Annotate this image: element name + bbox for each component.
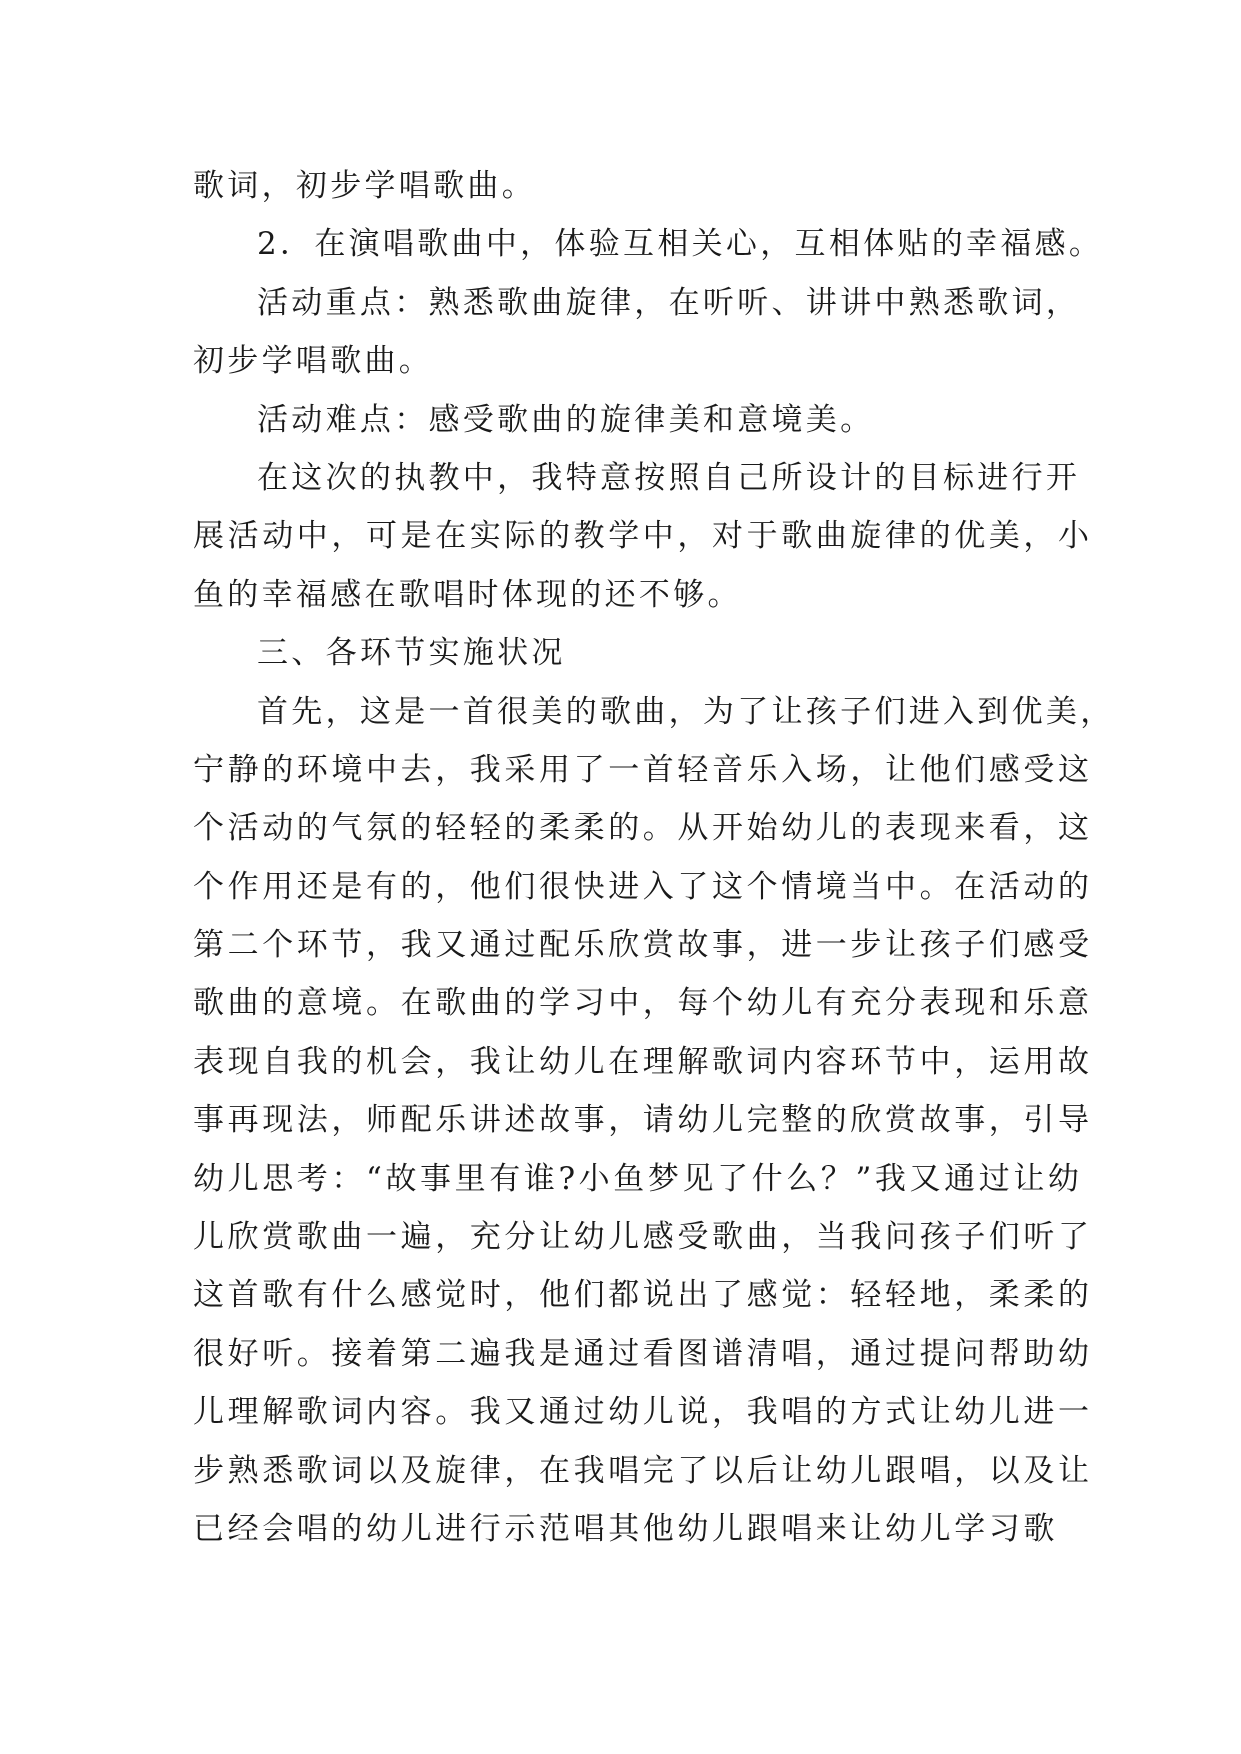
text-line: 展活动中，可是在实际的教学中，对于歌曲旋律的优美，小 [193,518,1093,555]
text-line: 儿理解歌词内容。我又通过幼儿说，我唱的方式让幼儿进一 [193,1394,1093,1431]
text-line: 活动重点：熟悉歌曲旋律，在听听、讲讲中熟悉歌词， [257,284,1081,321]
text-line: 已经会唱的幼儿进行示范唱其他幼儿跟唱来让幼儿学习歌 [193,1510,1058,1547]
text-line: 步熟悉歌词以及旋律，在我唱完了以后让幼儿跟唱，以及让 [193,1452,1093,1489]
text-line: 歌曲的意境。在歌曲的学习中，每个幼儿有充分表现和乐意 [193,985,1093,1022]
text-line: 活动难点：感受歌曲的旋律美和意境美。 [257,401,875,438]
text-line: 这首歌有什么感觉时，他们都说出了感觉：轻轻地，柔柔的 [193,1277,1093,1314]
text-line: 事再现法，师配乐讲述故事，请幼儿完整的欣赏故事，引导 [193,1102,1093,1139]
text-line: 表现自我的机会，我让幼儿在理解歌词内容环节中，运用故 [193,1043,1093,1080]
text-line: 个活动的气氛的轻轻的柔柔的。从开始幼儿的表现来看，这 [193,810,1093,847]
text-line: 宁静的环境中去，我采用了一首轻音乐入场，让他们感受这 [193,751,1093,788]
section-heading: 三、各环节实施状况 [257,635,566,672]
body-text [193,157,1115,1558]
text-line: 幼儿思考：“故事里有谁?小鱼梦见了什么？”我又通过让幼 [193,1160,1083,1197]
text-line: 初步学唱歌曲。 [193,343,434,380]
text-line: 首先，这是一首很美的歌曲，为了让孩子们进入到优美， [257,693,1115,730]
text-line: 个作用还是有的，他们很快进入了这个情境当中。在活动的 [193,868,1093,905]
text-line: 歌词，初步学唱歌曲。 [193,168,536,204]
text-line: 2．在演唱歌曲中，体验互相关心，互相体贴的幸福感。 [257,226,1104,263]
text-line: 很好听。接着第二遍我是通过看图谱清唱，通过提问帮助幼 [193,1335,1093,1372]
text-line: 第二个环节，我又通过配乐欣赏故事，进一步让孩子们感受 [193,927,1093,964]
text-line: 儿欣赏歌曲一遍，充分让幼儿感受歌曲，当我问孩子们听了 [193,1219,1093,1256]
text-line: 在这次的执教中，我特意按照自己所设计的目标进行开 [257,459,1081,496]
text-line: 鱼的幸福感在歌唱时体现的还不够。 [193,576,742,613]
